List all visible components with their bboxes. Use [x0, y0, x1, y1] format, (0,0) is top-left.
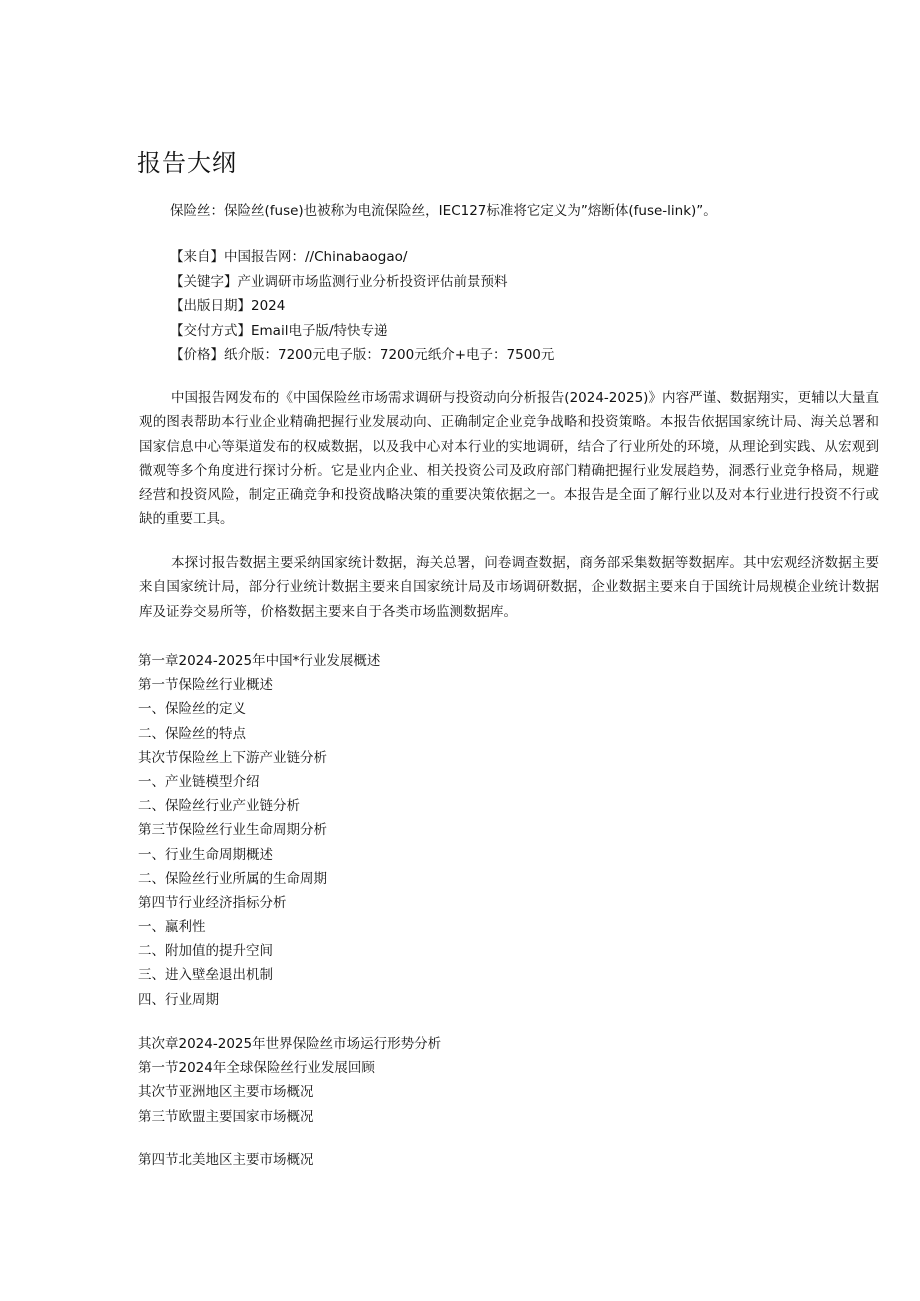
meta-publish-date: 【出版日期】2024: [170, 298, 286, 314]
body-paragraph: 本探讨报告数据主要采纳国家统计数据，海关总署，问卷调查数据，商务部采集数据等数据库。其中宏观经济数据主要来自国家统计局，部分行业统计数据主要来自国家统计局及市场调研数据，企业数据主要来自于国统计局规模企业统计数据库及证券交易所等，价格数据主要来自于各类市场监测数据库。: [139, 555, 879, 620]
toc-item: 第四节行业经济指标分析: [138, 894, 287, 911]
toc-item: 第三节保险丝行业生命周期分析: [138, 822, 327, 839]
meta-price: 【价格】纸介版：7200元电子版：7200元纸介+电子：7500元: [170, 347, 555, 363]
toc-chapter-1: [138, 649, 380, 1012]
page-title: 报告大纲: [137, 149, 237, 177]
toc-item: 一、赢利性: [138, 919, 206, 936]
toc-item: 第三节欧盟主要国家市场概况: [138, 1108, 314, 1125]
toc-item: 其次节亚洲地区主要市场概况: [138, 1084, 314, 1101]
toc-item: 一、保险丝的定义: [138, 701, 246, 718]
meta-delivery: 【交付方式】Email电子版/特快专递: [170, 322, 388, 339]
toc-item: 二、保险丝行业所属的生命周期: [138, 870, 327, 887]
toc-item: 四、行业周期: [138, 991, 219, 1008]
toc-item: 二、附加值的提升空间: [138, 943, 273, 960]
toc-item: 三、进入壁垒退出机制: [138, 967, 273, 984]
toc-item: 其次章2024-2025年世界保险丝市场运行形势分析: [138, 1036, 442, 1052]
toc-item: 二、保险丝的特点: [138, 725, 246, 742]
toc-item: 一、产业链模型介绍: [138, 773, 260, 790]
body-paragraph: 中国报告网发布的《中国保险丝市场需求调研与投资动向分析报告(2024-2025)》内容严谨、数据翔实，更辅以大量直观的图表帮助本行业企业精确把握行业发展动向、正确制定企业竞争战略和投资策略。本报告依据国家统计局、海关总署和国家信息中心等渠道发布的权威数据，以及我中心对本行业的实地调研，结合了行业所处的环境，从理论到实践、从宏观到微观等多个角度进行探讨分析。它是业内企业、相关投资公司及政府部门精确把握行业发展趋势，洞悉行业竞争格局，规避经营和投资风险，制定正确竞争和投资战略决策的重要决策依据之一。本报告是全面了解行业以及对本行业进行投资不行或缺的重要工具。: [139, 390, 879, 528]
toc-item: 二、保险丝行业产业链分析: [138, 798, 300, 815]
toc-item: 第一节保险丝行业概述: [138, 677, 273, 694]
toc-chapter-2: [138, 1032, 441, 1129]
report-meta: [170, 245, 554, 368]
toc-item: 第一节2024年全球保险丝行业发展回顾: [138, 1060, 375, 1077]
toc-item: 一、行业生命周期概述: [138, 846, 273, 863]
toc-item: 第四节北美地区主要市场概况: [138, 1152, 314, 1168]
toc-item: 第一章2024-2025年中国*行业发展概述: [138, 653, 381, 669]
meta-keywords: 【关键字】产业调研市场监测行业分析投资评估前景预料: [170, 273, 508, 290]
toc-item: 其次节保险丝上下游产业链分析: [138, 749, 327, 766]
meta-source: 【来自】中国报告网：//Chinabaogao/: [170, 249, 408, 265]
toc-chapter-2-continued: [138, 1148, 314, 1172]
intro-text: 保险丝：保险丝(fuse)也被称为电流保险丝，IEC127标准将它定义为”熔断体(fuse-link)”。: [170, 203, 717, 219]
